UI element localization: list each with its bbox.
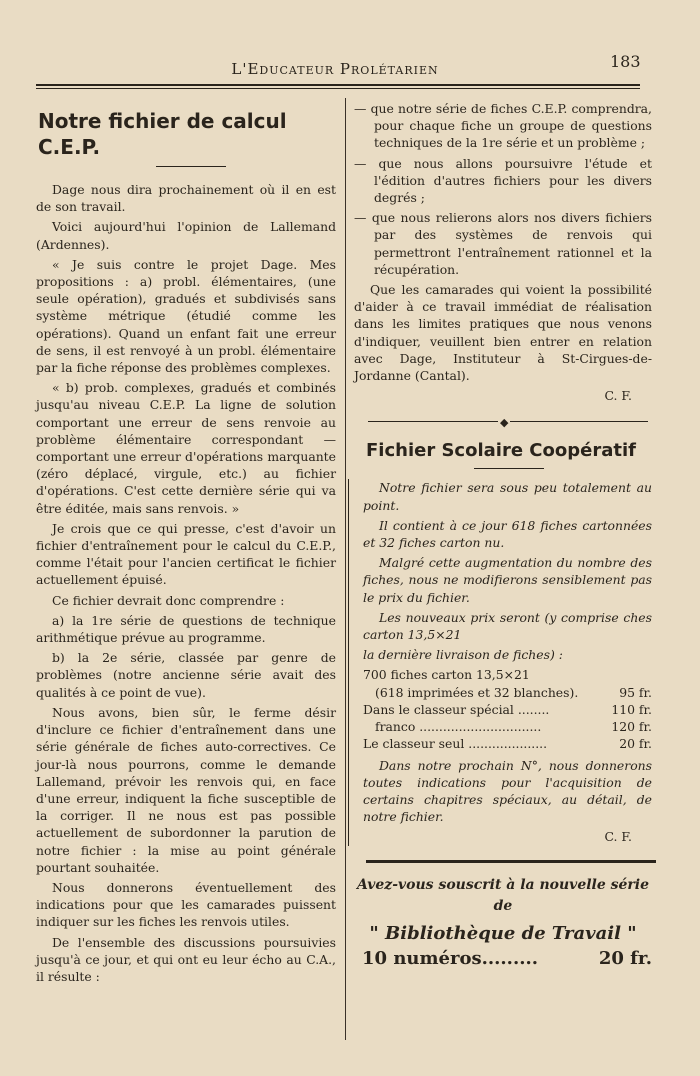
paragraph: Ce fichier devrait donc comprendre :: [52, 592, 285, 608]
ornament-divider: [368, 414, 648, 428]
price-value: 95 fr.: [619, 684, 652, 700]
price-value: 120 fr.: [611, 719, 652, 735]
price-line: [363, 684, 652, 701]
price-label: Dans le classeur spécial ........: [363, 701, 550, 717]
notice-paragraph: Notre fichier sera sous peu totalement au point.: [363, 480, 652, 513]
signature: C. F.: [604, 829, 632, 845]
paragraph: Nous avons, bien sûr, le ferme désir d'inclure ce fichier d'entraînement dans une série générale de fiches auto-correctives. Ce jour-là nous pourrons, comme le demande Lallemand, prévoir les renvois qui, en face d'une erreur, indiquent la fiche susceptible de la corriger. Il ne nous est pas possible actuellement de subordonner la parution de notre fichier : la mise au point générale pourtant souhaitée.: [36, 704, 336, 875]
paragraph: Je crois que ce qui presse, c'est d'avoir un fichier d'entraînement pour le calcul du C.E.P., comme l'était pour l'ancien certificat le fichier actuellement épuisé.: [36, 520, 336, 588]
price-value: 20 fr.: [619, 736, 652, 752]
closing-paragraph: Que les camarades qui voient la possibilité d'aider à ce travail immédiat de réalisation dans les limites pratiques que nous venons d'indiquer, veuillent bien entrer en relation avec Dage, Instituteur à St-Cirgues-de-Jordanne (Cantal).: [354, 282, 652, 384]
thick-rule: [366, 860, 656, 863]
ad-line: Avez-vous souscrit à la nouvelle série: [356, 876, 650, 893]
paragraph: Dage nous dira prochainement où il en est de son travail.: [36, 182, 336, 215]
notice-paragraph: la dernière livraison de fiches) :: [363, 647, 563, 663]
price-label: franco ...............................: [375, 719, 542, 735]
notice-paragraph: Dans notre prochain N°, nous donnerons toutes indications pour l'acquisition de certains chapitres spéciaux, au détail, de notre fichier.: [363, 757, 652, 825]
list-item: — que nous allons poursuivre l'étude et l'édition d'autres fichiers pour les divers degrés ;: [354, 155, 652, 206]
price-line: [363, 701, 652, 718]
paragraph: Voici aujourd'hui l'opinion de Lallemand (Ardennes).: [36, 219, 336, 252]
ad-line: de: [493, 897, 513, 914]
advertisement: [354, 877, 652, 968]
ad-title: " Bibliothèque de Travail ": [369, 922, 637, 944]
right-column: [354, 100, 652, 970]
paragraph: a) la 1re série de questions de technique arithmétique prévue au programme.: [36, 612, 336, 646]
price-line: 700 fiches carton 13,5×21: [363, 667, 530, 683]
ad-price: 20 fr.: [598, 948, 652, 970]
notice-paragraph: Les nouveaux prix seront (y comprise ches carton 13,5×21: [363, 609, 652, 643]
notice-paragraph: Il contient à ce jour 618 fiches cartonnées et 32 fiches carton nu.: [363, 517, 652, 551]
section-underline: [474, 468, 544, 469]
price-label: Le classeur seul ....................: [363, 736, 548, 752]
header-rule: [36, 84, 640, 86]
list-item: — que nous relierons alors nos divers fichiers par des systèmes de renvois qui permettront l'entraînement rationnel et la récupération.: [354, 210, 652, 277]
paragraph: b) la 2e série, classée par genre de problèmes (notre ancienne série avait des qualités à ce point de vue).: [36, 650, 336, 700]
ad-label: 10 numéros.........: [362, 948, 539, 970]
paragraph: « b) prob. complexes, gradués et combinés jusqu'au niveau C.E.P. La ligne de solution comportant une erreur de sens renvoie au problème élémentaire correspondant — comportant une erreur d'opérations marquante (zéro déplacé, virgule, etc.) au fichier d'opérations. C'est cette dernière série qui va être éditée, mais sans renvois. »: [36, 380, 336, 516]
notice-paragraph: Malgré cette augmentation du nombre des fiches, nous ne modifierons sensiblement pas le prix du fichier.: [363, 555, 652, 605]
journal-title: L'Educateur Prolétarien: [231, 60, 439, 78]
price-line: [363, 735, 652, 752]
list-item: — que notre série de fiches C.E.P. comprendra, pour chaque fiche un groupe de questions techniques de la 1re série et un problème ;: [354, 101, 652, 151]
paragraph: « Je suis contre le projet Dage. Mes propositions : a) probl. élémentaires, (une seule opération), gradués et subdivisés sans système métrique (étudié comme les opérations). Quand un enfant fait une erreur de sens, il est renvoyé à un probl. élémentaire par la fiche réponse des problèmes complexes.: [36, 256, 336, 376]
paragraph: Nous donnerons éventuellement des indications pour que les camarades puissent indiquer sur les fiches les renvois utiles.: [36, 879, 336, 930]
price-line: [363, 718, 652, 735]
price-value: 110 fr.: [611, 701, 652, 717]
diamond-icon: ◆: [498, 414, 510, 431]
notice-box: [348, 479, 652, 845]
header-rule-thin: [36, 88, 640, 89]
ad-price-line: [354, 948, 652, 970]
price-label: (618 imprimées et 32 blanches).: [375, 684, 579, 700]
left-column: [36, 106, 336, 988]
page-number: 183: [610, 52, 641, 71]
signature: C. F.: [604, 388, 632, 404]
paragraph: De l'ensemble des discussions poursuivies jusqu'à ce jour, et qui ont eu leur écho au C.A., il résulte :: [36, 934, 336, 984]
article-title: Notre fichier de calcul C.E.P.: [38, 109, 287, 159]
title-underline: [156, 166, 226, 167]
column-divider: [345, 98, 346, 1040]
section-title: Fichier Scolaire Coopératif: [366, 440, 636, 462]
